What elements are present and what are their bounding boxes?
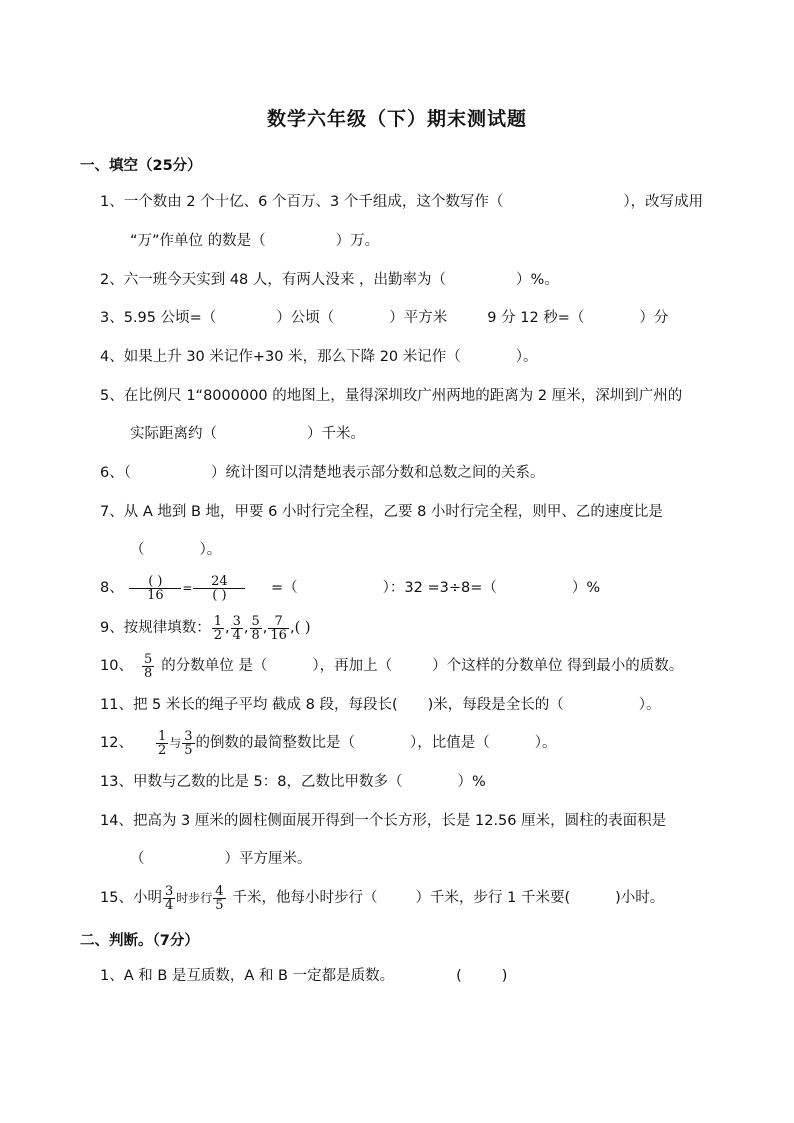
- q9-sep-2: ,: [243, 620, 249, 636]
- q8-f2-numerator: 24: [193, 575, 245, 589]
- question-4: [100, 347, 538, 367]
- q9-fraction-4: [268, 615, 289, 642]
- q15-mid: 时步行: [176, 891, 213, 905]
- q6-text-b: ）统计图可以清楚地表示部分数和总数之间的关系。: [210, 465, 545, 481]
- q12-text-a: 的倒数的最简整数比是（: [195, 735, 356, 751]
- j1-text-a: 1、A 和 B 是互质数，A 和 B 一定都是质数。: [100, 968, 395, 984]
- q8-f1-denominator: 16: [147, 587, 164, 603]
- question-13: [100, 772, 486, 792]
- question-8: [100, 570, 600, 606]
- q10-numerator: 5: [143, 651, 153, 667]
- q3-text-c: ）平方米: [389, 310, 448, 326]
- q12-d2: 5: [184, 742, 193, 758]
- q3-text-e: ）分: [639, 310, 669, 326]
- q6-text-a: 6、（: [100, 465, 131, 481]
- q9-n2: 3: [232, 613, 241, 629]
- q9-d4: 16: [270, 627, 287, 643]
- judgement-1: [100, 966, 507, 986]
- question-1-line1: [100, 192, 703, 212]
- q9-d1: 2: [213, 627, 223, 643]
- q8-f2-denominator: ( ): [212, 587, 227, 603]
- question-2: [100, 270, 559, 290]
- question-5-line1: 5、在比例尺 1“8000000 的地图上，量得深圳玫广州两地的距离为 2 厘米，深圳到广州的: [100, 388, 683, 404]
- q8-equals: =: [182, 581, 193, 595]
- q8-fraction-1: [129, 575, 181, 602]
- q9-lead: 9、按规律填数：: [100, 620, 211, 636]
- q7-text-b: （: [130, 542, 145, 558]
- q8-text-a: =（: [271, 580, 298, 596]
- q8-text-b: ）：32 =3÷8=（: [382, 580, 497, 596]
- q12-mid: 与: [169, 736, 182, 750]
- q9-sep-4: ,: [289, 620, 295, 636]
- q11-text-b: )米，每段是全长的（: [427, 697, 564, 713]
- q11-text-c: ）。: [638, 697, 661, 713]
- q1-text-a: 1、一个数由 2 个十亿、6 个百万、3 个千组成，这个数写作（: [100, 194, 504, 210]
- q13-text-b: ）%: [457, 774, 486, 790]
- question-6: [100, 463, 544, 483]
- q14-text-b: （: [130, 851, 145, 867]
- q1-text-b: ），改写成用: [623, 194, 704, 210]
- q15-text-a: 千米，他每小时步行（: [232, 890, 378, 906]
- q10-lead: 10、: [100, 658, 133, 674]
- q9-fraction-1: [212, 615, 224, 642]
- j1-paren-open: (: [456, 968, 462, 984]
- q12-fraction-1: [156, 730, 168, 757]
- q15-d2: 5: [215, 897, 224, 913]
- q9-n4: 7: [268, 615, 289, 629]
- q8-lead: 8、: [100, 580, 124, 596]
- q9-n1: 1: [213, 613, 223, 629]
- q2-text-a: 2、六一班今天实到 48 人，有两人没来 ，出勤率为（: [100, 272, 447, 288]
- q2-text-b: ）%。: [516, 272, 559, 288]
- q5-text-b: 实际距离约（: [130, 426, 217, 442]
- question-12: [100, 725, 557, 761]
- q15-lead: 15、小明: [100, 890, 162, 906]
- q14-text-c: ）平方厘米。: [224, 851, 312, 867]
- q13-text-a: 13、甲数与乙数的比是 5：8，乙数比甲数多（: [100, 774, 403, 790]
- question-9: [100, 610, 311, 646]
- q12-d1: 2: [157, 742, 167, 758]
- q12-text-b: ），比值是（: [410, 735, 490, 751]
- section-heading-judgement: 二、判断。（7分）: [80, 933, 199, 949]
- q15-d1: 4: [164, 897, 174, 913]
- j1-paren-close: ): [501, 968, 508, 984]
- q12-n2: 3: [184, 728, 193, 744]
- q3-text-a: 3、5.95 公顷=（: [100, 310, 217, 326]
- question-3: [100, 308, 668, 328]
- q15-text-c: )小时。: [615, 890, 665, 906]
- q9-fraction-2: [231, 615, 243, 642]
- q12-n1: 1: [157, 728, 167, 744]
- question-7-line1: 7、从 A 地到 B 地，甲要 6 小时行完全程，乙要 8 小时行完全程，则甲、乙的速度比是: [100, 504, 663, 520]
- question-5-line2: [130, 424, 365, 444]
- q9-sep-1: ,: [225, 620, 230, 636]
- q12-lead: 12、: [100, 735, 133, 751]
- q9-n3: 5: [251, 613, 260, 629]
- question-14-line2: [130, 849, 312, 869]
- q4-text-a: 4、如果上升 30 米记作+30 米，那么下降 20 米记作（: [100, 349, 461, 365]
- q7-text-c: ）。: [199, 542, 222, 558]
- q9-d2: 4: [232, 627, 241, 643]
- question-11: [100, 695, 661, 715]
- q15-text-b: ）千米，步行 1 千米要(: [415, 890, 571, 906]
- q12-text-c: ）。: [534, 735, 557, 751]
- question-7-line2: [130, 540, 221, 560]
- section-heading-fill-in: 一、填空（25分）: [80, 158, 202, 174]
- q9-fraction-3: [250, 615, 262, 642]
- q3-text-b: ）公顷（: [276, 310, 335, 326]
- question-14-line1: 14、把高为 3 厘米的圆柱侧面展开得到一个长方形，长是 12.56 厘米，圆柱的表面积是: [100, 813, 667, 829]
- page-title: 数学六年级（下）期末测试题: [266, 108, 527, 130]
- question-1-line2: [130, 231, 379, 251]
- q8-fraction-2: [193, 575, 245, 602]
- q15-n2: 4: [215, 883, 224, 899]
- q3-text-d: 9 分 12 秒=（: [487, 310, 585, 326]
- q1-text-c: “万”作单位 的数是（: [130, 233, 266, 249]
- question-15: [100, 880, 664, 916]
- question-10: [100, 648, 683, 684]
- q9-d3: 8: [251, 627, 260, 643]
- q9-blank: ( ): [294, 620, 311, 636]
- q1-text-d: ）万。: [335, 233, 380, 249]
- q10-text-c: ）个这样的分数单位 得到最小的质数。: [432, 658, 684, 674]
- q10-denominator: 8: [143, 665, 153, 681]
- q10-fraction: [142, 653, 154, 680]
- q8-text-c: ）%: [571, 580, 601, 596]
- q15-fraction-1: [163, 885, 175, 912]
- q15-n1: 3: [164, 883, 174, 899]
- q5-text-c: ）千米。: [307, 426, 365, 442]
- q10-text-a: 的分数单位 是（: [161, 658, 268, 674]
- q8-f1-numerator: ( ): [129, 575, 181, 589]
- q11-text-a: 11、把 5 米长的绳子平均 截成 8 段，每段长(: [100, 697, 398, 713]
- q15-fraction-2: [213, 885, 225, 912]
- q12-fraction-2: [182, 730, 194, 757]
- q10-text-b: ），再加上（: [312, 658, 393, 674]
- q4-text-b: ）。: [515, 349, 538, 365]
- q9-sep-3: ,: [262, 620, 268, 636]
